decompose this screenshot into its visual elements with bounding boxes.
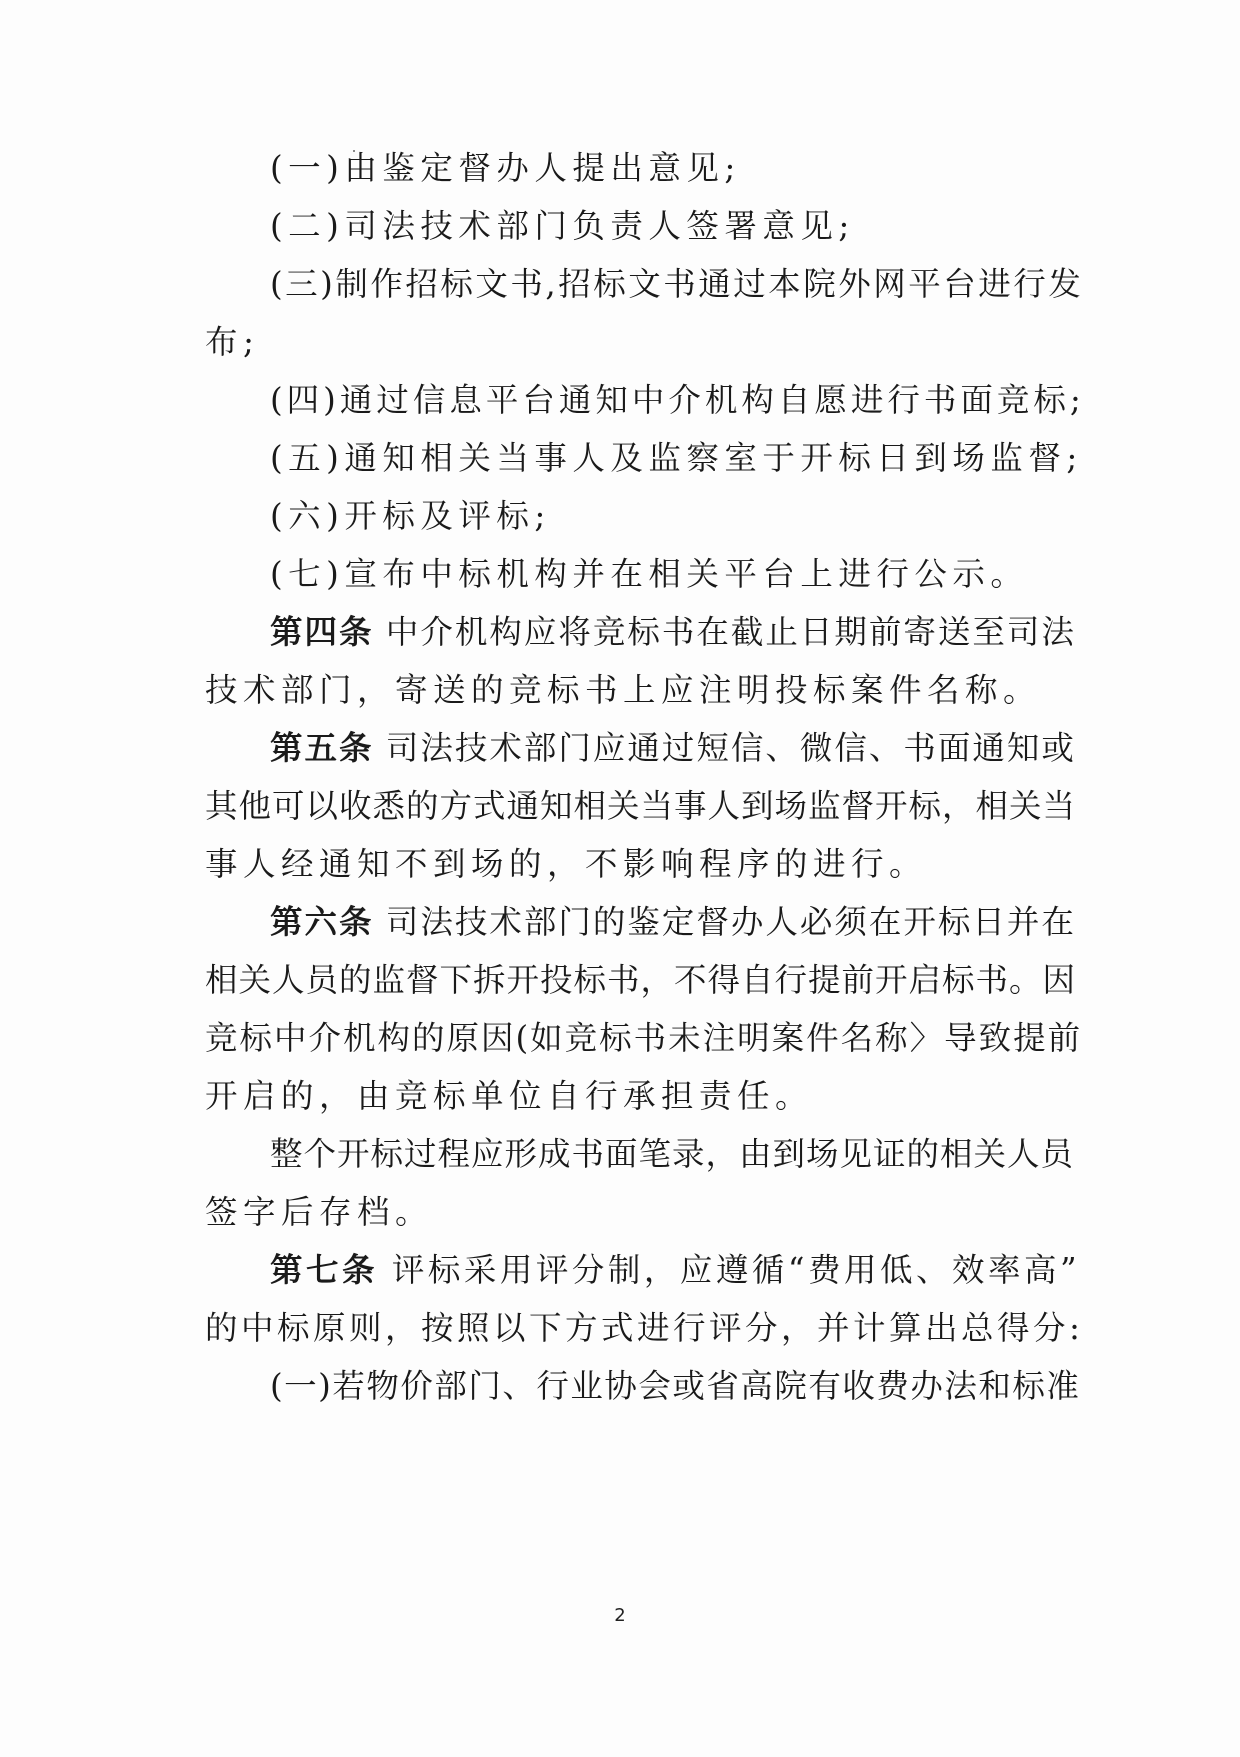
line-text: 竞标中介机构的原因(如竞标书未注明案件名称〉导致提前 xyxy=(205,1019,1083,1057)
line-10 xyxy=(205,670,1041,710)
line-text: 整个开标过程应形成书面笔录，由到场见证的相关人员 xyxy=(270,1135,1075,1173)
line-15 xyxy=(205,960,1076,1000)
line-3 xyxy=(270,264,1083,304)
line-4 xyxy=(205,322,259,362)
line-text: (七)宣布中标机构并在相关平台上进行公示。 xyxy=(270,555,1029,593)
line-22 xyxy=(270,1366,1080,1406)
article-heading: 第六条 xyxy=(270,902,374,941)
line-text: 其他可以收悉的方式通知相关当事人到场监督开标，相关当 xyxy=(205,787,1077,825)
line-5 xyxy=(270,380,1085,420)
line-text: (三)制作招标文书,招标文书通过本院外网平台进行发 xyxy=(270,265,1084,303)
line-text: 评标采用评分制，应遵循“费用低、效率高” xyxy=(378,1251,1081,1289)
line-text: 布; xyxy=(205,323,260,361)
article-4 xyxy=(270,612,1076,652)
article-heading: 第五条 xyxy=(270,728,374,767)
line-12 xyxy=(205,786,1076,826)
article-5 xyxy=(270,728,1076,768)
article-heading: 第四条 xyxy=(270,612,374,651)
line-text: 中介机构应将竞标书在截止日期前寄送至司法 xyxy=(373,613,1076,651)
line-7 xyxy=(270,496,551,536)
line-13 xyxy=(205,844,927,884)
line-1 xyxy=(270,148,741,188)
line-text: 的中标原则，按照以下方式进行评分，并计算出总得分: xyxy=(205,1309,1084,1347)
article-heading: 第七条 xyxy=(270,1250,379,1289)
line-text: (二)司法技术部门负责人签署意见; xyxy=(270,207,855,245)
line-text: (四)通过信息平台通知中介机构自愿进行书面竞标; xyxy=(270,381,1085,419)
article-6 xyxy=(270,902,1076,942)
line-2 xyxy=(270,206,855,246)
line-text: 签字后存档。 xyxy=(205,1193,434,1231)
line-18 xyxy=(270,1134,1074,1174)
line-text: (五)通知相关当事人及监察室于开标日到场监督; xyxy=(270,439,1083,477)
line-text: 技术部门，寄送的竞标书上应注明投标案件名称。 xyxy=(205,671,1042,709)
line-text: 司法技术部门应通过短信、微信、书面通知或 xyxy=(373,729,1076,767)
line-text: 开启的，由竞标单位自行承担责任。 xyxy=(205,1077,814,1115)
line-6 xyxy=(270,438,1083,478)
line-16 xyxy=(205,1018,1082,1058)
line-text: (一)若物价部门、行业协会或省高院有收费办法和标准 xyxy=(270,1367,1081,1405)
line-text: (一)由鉴定督办人提出意见; xyxy=(270,149,741,187)
line-17 xyxy=(205,1076,813,1116)
page-number: 2 xyxy=(614,1605,626,1626)
line-text: (六)开标及评标; xyxy=(270,497,551,535)
article-7 xyxy=(270,1250,1080,1290)
line-8 xyxy=(270,554,1028,594)
line-21 xyxy=(205,1308,1083,1348)
line-19 xyxy=(205,1192,433,1232)
line-text: 司法技术部门的鉴定督办人必须在开标日并在 xyxy=(373,903,1076,941)
line-text: 事人经通知不到场的，不影响程序的进行。 xyxy=(205,845,928,883)
line-text: 相关人员的监督下拆开投标书，不得自行提前开启标书。因 xyxy=(205,961,1077,999)
